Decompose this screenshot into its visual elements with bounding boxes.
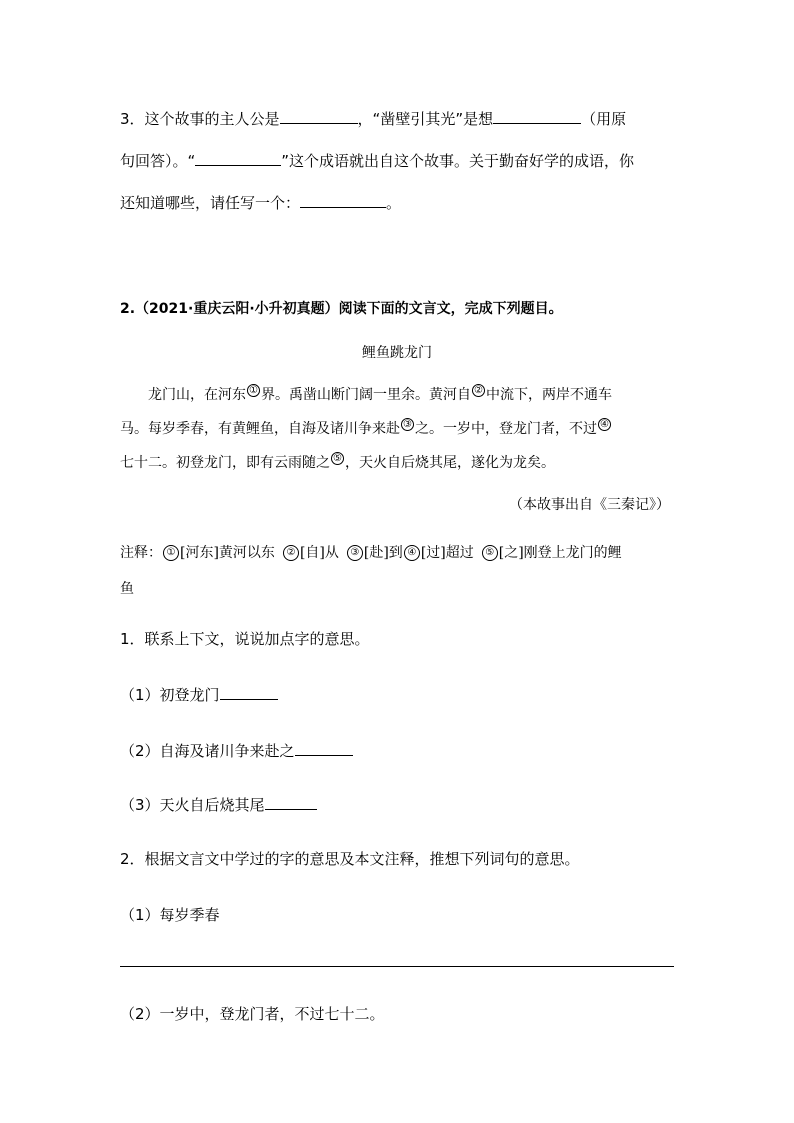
answer-blank-protagonist[interactable] (280, 109, 358, 124)
notes-line (120, 542, 622, 562)
answer-blank-q1-2[interactable] (295, 741, 353, 756)
note-circle-1: ① (163, 545, 179, 561)
question-1: 1．联系上下文，说说加点字的意思。 (120, 630, 370, 648)
note-3: [赴]到 (363, 545, 403, 561)
answer-blank-purpose[interactable] (493, 109, 581, 124)
question-1-1-text: （1）初登龙门 (120, 686, 220, 704)
note-mark-1: ① (247, 384, 260, 397)
question-1-1 (120, 684, 278, 705)
passage-text: 中流下，两岸不通车 (486, 387, 612, 403)
passage-text: 马。每岁季春，有黄鲤鱼，自海及诸川争来赴 (120, 421, 400, 437)
note-4: [过]超过 (420, 545, 474, 561)
q3-text-3: （用原 (581, 110, 627, 128)
q3-line-3 (120, 192, 401, 213)
q3-line-1 (120, 108, 626, 129)
note-mark-5: ⑤ (331, 452, 344, 465)
question-1-2 (120, 740, 353, 761)
answer-blank-other-idiom[interactable] (300, 193, 386, 208)
question-1-2-text: （2）自海及诸川争来赴之 (120, 742, 295, 760)
notes-label: 注释： (120, 545, 162, 561)
q3-text-2: ，“凿壁引其光”是想 (357, 110, 494, 128)
q3-text-1: 3．这个故事的主人公是 (120, 110, 280, 128)
passage-text: 界。禹凿山断门阔一里余。黄河自 (261, 387, 471, 403)
q3-text-7: 。 (386, 194, 402, 212)
passage-line-1 (148, 384, 612, 404)
answer-blank-idiom[interactable] (195, 151, 281, 166)
q3-text-4: 句回答）。“ (120, 152, 196, 170)
note-mark-3: ③ (401, 418, 414, 431)
note-mark-4: ④ (598, 418, 611, 431)
passage-text: 之。一岁中，登龙门者，不过 (415, 421, 597, 437)
notes-continuation: 鱼 (120, 581, 134, 597)
passage-text: 龙门山，在河东 (148, 387, 246, 403)
q3-line-2 (120, 150, 634, 171)
question-2: 2．根据文言文中学过的字的意思及本文注释，推想下列词句的意思。 (120, 850, 580, 868)
passage-text: 七十二。初登龙门，即有云雨随之 (120, 455, 330, 471)
question-1-3 (120, 794, 317, 815)
note-2: [自]从 (299, 545, 339, 561)
passage-source: （本故事出自《三秦记》） (509, 497, 670, 513)
passage-line-2 (120, 418, 612, 438)
question-1-3-text: （3）天火自后烧其尾 (120, 796, 265, 814)
q3-text-6: 还知道哪些，请任写一个： (120, 194, 301, 212)
passage-title: 鲤鱼跳龙门 (362, 345, 432, 361)
answer-line-q2-1[interactable] (120, 966, 674, 967)
q3-text-5: ”这个成语就出自这个故事。关于勤奋好学的成语，你 (281, 152, 635, 170)
note-mark-2: ② (472, 384, 485, 397)
section2-heading: 2.（2021·重庆云阳·小升初真题）阅读下面的文言文，完成下列题目。 (120, 301, 563, 317)
note-circle-5: ⑤ (482, 545, 498, 561)
note-circle-2: ② (283, 545, 299, 561)
note-circle-4: ④ (404, 545, 420, 561)
note-circle-3: ③ (347, 545, 363, 561)
passage-line-3 (120, 452, 555, 472)
question-2-1: （1）每岁季春 (120, 906, 220, 924)
answer-blank-q1-3[interactable] (265, 795, 317, 810)
question-2-2: （2）一岁中，登龙门者，不过七十二。 (120, 1005, 385, 1023)
note-1: [河东]黄河以东 (180, 545, 275, 561)
note-5: [之]刚登上龙门的鲤 (498, 545, 622, 561)
answer-blank-q1-1[interactable] (220, 685, 278, 700)
passage-text: ，天火自后烧其尾，遂化为龙矣。 (345, 455, 555, 471)
